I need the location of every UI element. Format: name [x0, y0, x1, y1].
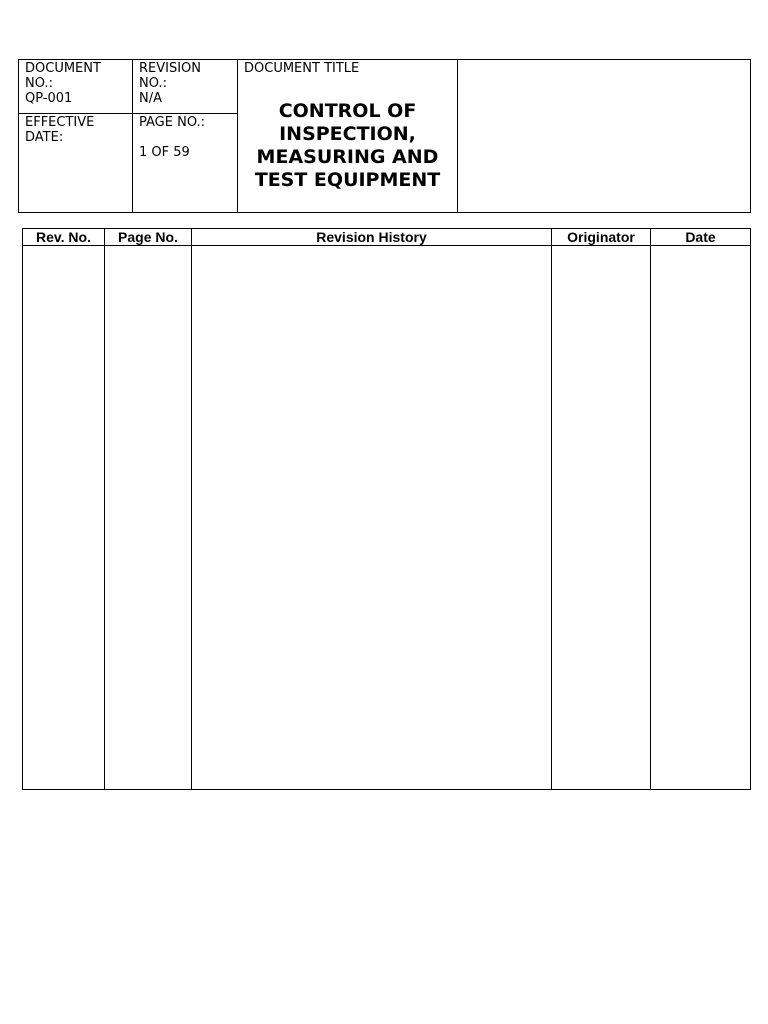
rev-no-cell	[23, 246, 105, 790]
originator-cell	[552, 246, 651, 790]
document-header-table	[18, 59, 751, 213]
effective-date-cell	[19, 114, 133, 213]
date-cell	[651, 246, 751, 790]
revision-history-cell	[192, 246, 552, 790]
page-no-column-cell	[105, 246, 192, 790]
revision-no-label: REVISION NO.:	[139, 61, 202, 91]
page-no-label: PAGE NO.:	[139, 115, 206, 130]
column-header-rev-no: Rev. No.	[23, 229, 105, 246]
document-title-cell	[238, 60, 458, 213]
logo-area-cell	[458, 60, 751, 213]
revision-no-value: N/A	[139, 91, 162, 106]
column-header-date: Date	[651, 229, 751, 246]
document-title-label: DOCUMENT TITLE	[244, 61, 360, 76]
revision-table-header-row	[23, 229, 751, 246]
document-no-label: DOCUMENT NO.:	[25, 61, 101, 91]
document-no-cell	[19, 60, 133, 114]
effective-date-label: EFFECTIVE DATE:	[25, 115, 95, 145]
table-row	[23, 246, 751, 790]
column-header-revision-history: Revision History	[192, 229, 552, 246]
document-title: CONTROL OF INSPECTION, MEASURING AND TEST EQUIPMENT	[254, 100, 441, 191]
column-header-originator: Originator	[552, 229, 651, 246]
revision-history-table	[22, 228, 751, 790]
page-no-cell	[133, 114, 238, 213]
page-no-value: 1 OF 59	[139, 145, 190, 160]
revision-no-cell	[133, 60, 238, 114]
column-header-page-no: Page No.	[105, 229, 192, 246]
document-no-value: QP-001	[25, 91, 73, 106]
